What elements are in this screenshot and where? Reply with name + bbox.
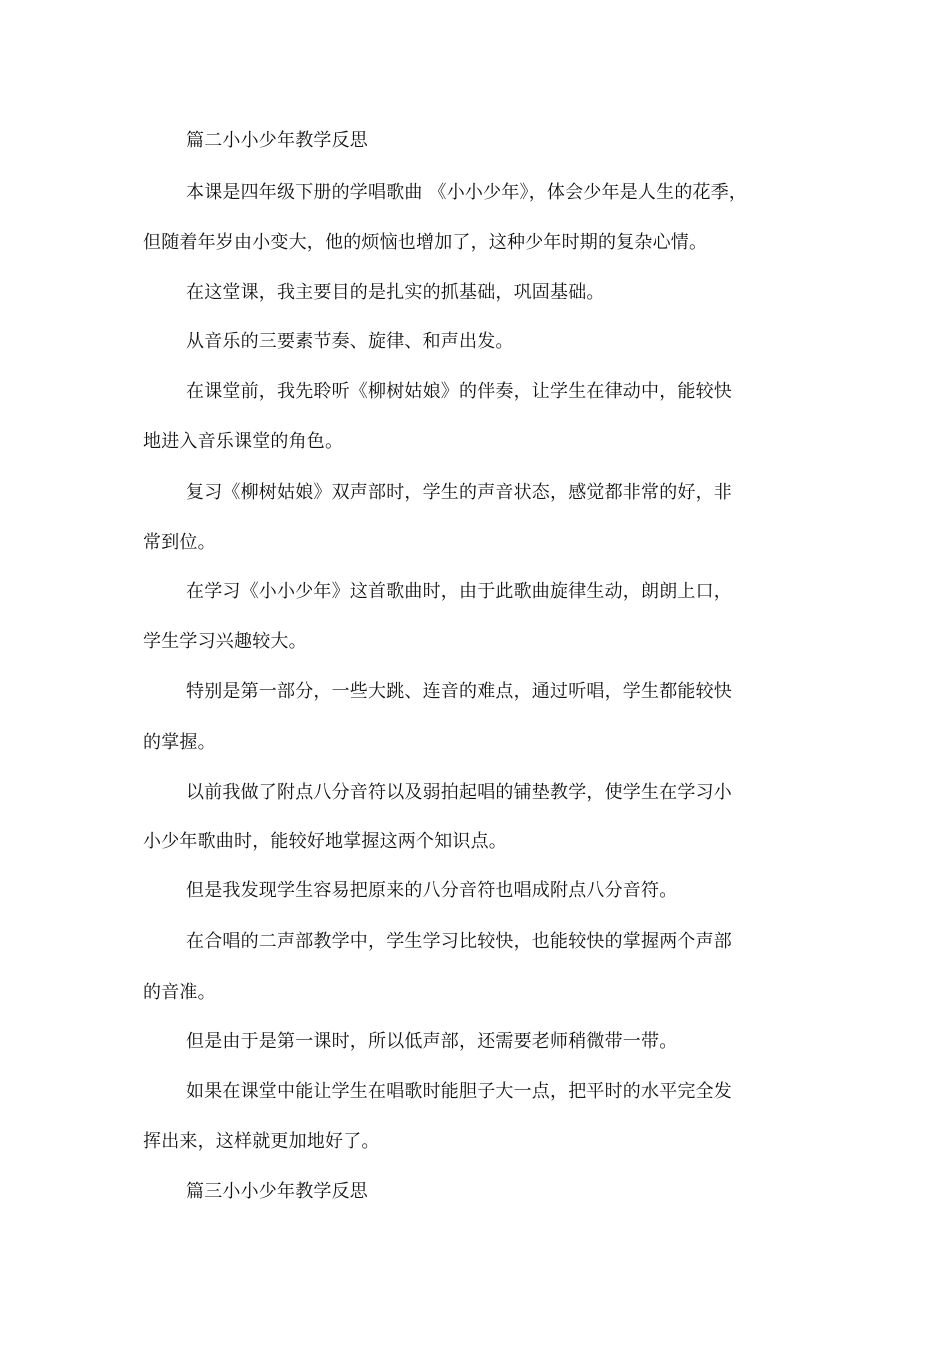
paragraph-line: 在合唱的二声部教学中，学生学习比较快，也能较快的掌握两个声部 [186, 931, 732, 952]
paragraph-line: 挥出来，这样就更加地好了。 [143, 1131, 380, 1152]
paragraph-line: 的音准。 [143, 982, 216, 1003]
paragraph-line: 小少年歌曲时，能较好地掌握这两个知识点。 [143, 831, 507, 852]
section-heading-3: 篇三小小少年教学反思 [186, 1181, 368, 1202]
paragraph-line: 特别是第一部分，一些大跳、连音的难点，通过听唱，学生都能较快 [186, 681, 732, 702]
paragraph-line: 学生学习兴趣较大。 [143, 631, 307, 652]
paragraph-line: 但是我发现学生容易把原来的八分音符也唱成附点八分音符。 [186, 880, 678, 901]
section-heading-2: 篇二小小少年教学反思 [186, 130, 368, 151]
paragraph-line: 在学习《小小少年》这首歌曲时，由于此歌曲旋律生动，朗朗上口， [186, 581, 732, 602]
paragraph-line: 的掌握。 [143, 732, 216, 753]
paragraph-line: 以前我做了附点八分音符以及弱拍起唱的铺垫教学，使学生在学习小 [186, 782, 732, 803]
paragraph-line: 如果在课堂中能让学生在唱歌时能胆子大一点，把平时的水平完全发 [186, 1081, 732, 1102]
paragraph-line: 常到位。 [143, 532, 216, 553]
paragraph-line: 在这堂课，我主要目的是扎实的抓基础，巩固基础。 [186, 282, 605, 303]
paragraph-line: 地进入音乐课堂的角色。 [143, 431, 344, 452]
paragraph-line: 但随着年岁由小变大，他的烦恼也增加了，这种少年时期的复杂心情。 [143, 232, 708, 253]
paragraph-line: 从音乐的三要素节奏、旋律、和声出发。 [186, 331, 514, 352]
paragraph-line: 复习《柳树姑娘》双声部时，学生的声音状态，感觉都非常的好，非 [186, 482, 732, 503]
paragraph-line: 本课是四年级下册的学唱歌曲 《小小少年》，体会少年是人生的花季， [186, 182, 748, 203]
paragraph-line: 在课堂前，我先聆听《柳树姑娘》的伴奏，让学生在律动中，能较快 [186, 381, 732, 402]
paragraph-line: 但是由于是第一课时，所以低声部，还需要老师稍微带一带。 [186, 1031, 678, 1052]
